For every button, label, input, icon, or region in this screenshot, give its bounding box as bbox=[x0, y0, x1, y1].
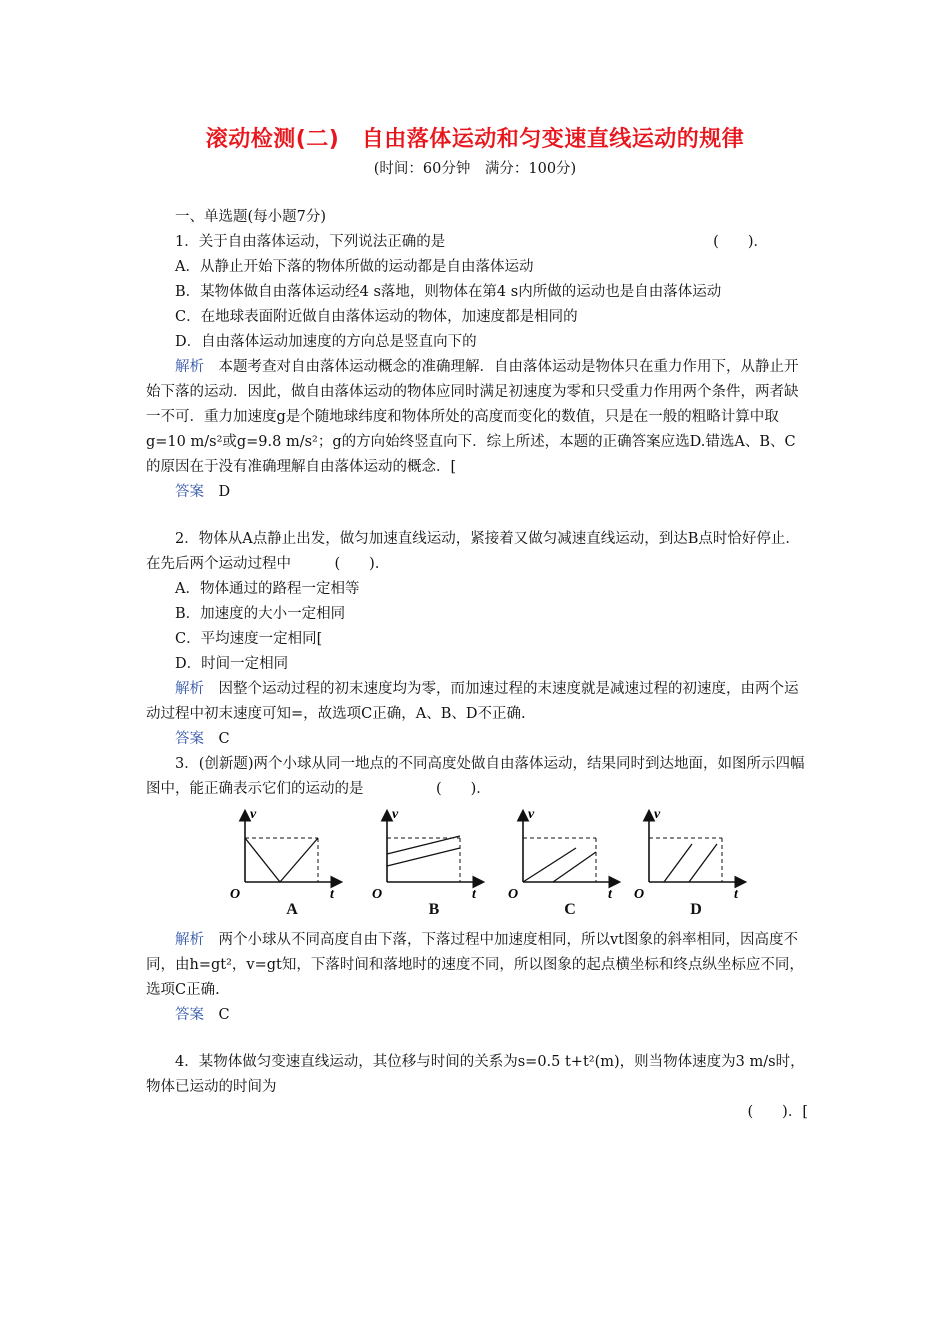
answer-label: 答案 bbox=[175, 1007, 204, 1023]
question-2-option-b: B．加速度的大小一定相同 bbox=[175, 606, 346, 622]
graph-line bbox=[245, 838, 280, 882]
graph-line bbox=[664, 844, 692, 882]
question-3-answer-value: C bbox=[218, 1007, 230, 1023]
question-1-blank: ( )． bbox=[713, 234, 768, 250]
svg-text:t: t bbox=[734, 887, 738, 899]
section-heading: 一、单选题(每小题7分) bbox=[175, 209, 327, 225]
question-2-option-d: D．时间一定相同 bbox=[175, 656, 289, 672]
graph-label-d: D bbox=[690, 901, 702, 918]
document-body bbox=[146, 205, 808, 1125]
graph-label-b: B bbox=[428, 901, 440, 918]
question-1-stem bbox=[146, 230, 808, 255]
question-3-stem: 3．(创新题)两个小球从同一地点的不同高度处做自由落体运动，结果同时到达地面，如图所示四幅图中，能正确表示它们的运动的是 ( )． bbox=[146, 756, 805, 797]
question-1-option-a: A．从静止开始下落的物体所做的运动都是自由落体运动 bbox=[175, 259, 534, 275]
question-1-option-d: D．自由落体运动加速度的方向总是竖直向下的 bbox=[175, 334, 477, 350]
svg-text:t: t bbox=[608, 887, 612, 899]
question-1 bbox=[146, 230, 808, 505]
question-4-stem: 4．某物体做匀变速直线运动，其位移与时间的关系为s=0.5 t+t²(m)，则当物体速度为3 m/s时，物体已运动的时间为 bbox=[146, 1054, 805, 1095]
t-axis-label: t bbox=[330, 887, 334, 899]
svg-text:O: O bbox=[508, 887, 519, 899]
question-4-blank: ( )．[ bbox=[747, 1104, 808, 1120]
svg-text:t: t bbox=[472, 887, 476, 899]
graph-label-a: A bbox=[286, 901, 298, 918]
vt-graph-b bbox=[372, 804, 492, 918]
graph-label-c: C bbox=[564, 901, 576, 918]
svg-text:v: v bbox=[654, 807, 661, 822]
question-1-stem-text: 1．关于自由落体运动，下列说法正确的是 bbox=[175, 234, 446, 250]
graph-line bbox=[280, 838, 318, 882]
v-axis-label: v bbox=[250, 807, 257, 822]
question-2-analysis bbox=[146, 677, 808, 727]
question-2-analysis-text: 因整个运动过程的初末速度均为零，而加速过程的末速度就是减速过程的初速度，由两个运动过程中初末速度可知=，故选项C正确，A、B、D不正确. bbox=[146, 681, 799, 722]
graph-line bbox=[689, 844, 717, 882]
question-1-option-b: B．某物体做自由落体运动经4 s落地，则物体在第4 s内所做的运动也是自由落体运动 bbox=[175, 284, 722, 300]
question-1-option-c: C．在地球表面附近做自由落体运动的物体，加速度都是相同的 bbox=[175, 309, 578, 325]
vt-graph-d bbox=[634, 804, 754, 918]
question-3-analysis-text: 两个小球从不同高度自由下落，下落过程中加速度相同，所以vt图象的斜率相同，因高度不同，由h=gt²，v=gt知，下落时间和落地时的速度不同，所以图象的起点横坐标和终点纵坐标应不同，选项C正确. bbox=[146, 932, 804, 998]
question-2-answer bbox=[146, 727, 808, 752]
analysis-label: 解析 bbox=[175, 359, 204, 375]
svg-text:v: v bbox=[528, 807, 535, 822]
question-1-analysis bbox=[146, 355, 808, 480]
svg-text:O: O bbox=[372, 887, 383, 899]
graph-line bbox=[553, 852, 596, 882]
answer-label: 答案 bbox=[175, 731, 204, 747]
question-1-analysis-text: 本题考查对自由落体运动概念的准确理解．自由落体运动是物体只在重力作用下，从静止开始下落的运动．因此，做自由落体运动的物体应同时满足初速度为零和只受重力作用两个条件，两者缺一不可．重力加速度g是个随地球纬度和物体所处的高度而变化的数值，只是在一般的粗略计算中取g=10 m/s²或g=9.8 m/s²；g的方向始终竖直向下．综上所述，本题的正确答案应选D.错选A、B、C的原因在于没有准确理解自由落体运动的概念．[ bbox=[146, 359, 799, 475]
question-2 bbox=[146, 527, 808, 752]
answer-label: 答案 bbox=[175, 484, 204, 500]
question-3 bbox=[146, 752, 808, 1028]
question-3-analysis bbox=[146, 928, 808, 1003]
analysis-label: 解析 bbox=[175, 681, 204, 697]
question-1-answer-value: D bbox=[218, 484, 231, 500]
page-title: 滚动检测(二) 自由落体运动和匀变速直线运动的规律 bbox=[205, 127, 745, 152]
svg-text:v: v bbox=[392, 807, 399, 822]
question-1-answer bbox=[146, 480, 808, 505]
origin-label: O bbox=[230, 887, 241, 899]
question-4 bbox=[146, 1050, 808, 1125]
vt-graph-c bbox=[508, 804, 628, 918]
graph-line bbox=[523, 848, 576, 882]
vt-graphs-figure bbox=[146, 804, 808, 922]
question-3-answer bbox=[146, 1003, 808, 1028]
page-subtitle: (时间：60分钟 满分：100分) bbox=[373, 161, 577, 177]
analysis-label: 解析 bbox=[175, 932, 204, 948]
svg-text:O: O bbox=[634, 887, 645, 899]
question-2-stem: 2．物体从A点静止出发，做匀加速直线运动，紧接着又做匀减速直线运动，到达B点时恰好停止．在先后两个运动过程中 ( )． bbox=[146, 531, 800, 572]
question-2-option-c: C．平均速度一定相同[ bbox=[175, 631, 323, 647]
question-2-option-a: A．物体通过的路程一定相等 bbox=[175, 581, 360, 597]
vt-graph-a bbox=[230, 804, 350, 918]
question-2-answer-value: C bbox=[218, 731, 230, 747]
